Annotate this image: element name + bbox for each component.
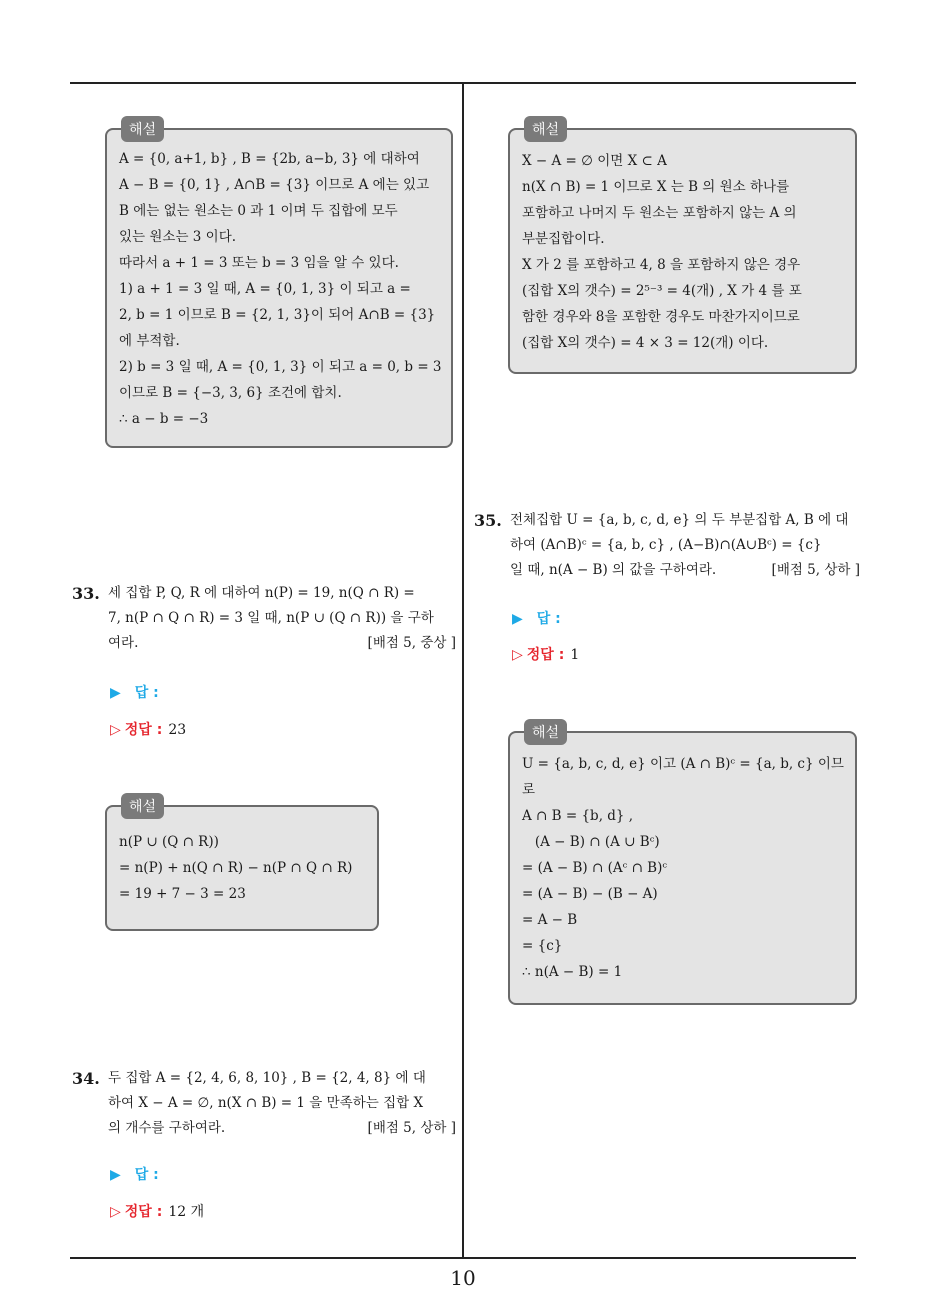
solution-box-34 (508, 122, 857, 374)
solution-line: (A − B) ∩ (A ∪ Bᶜ) (522, 834, 660, 850)
solution-line: 로 (522, 782, 536, 798)
answer-label: 답 : (134, 1167, 159, 1183)
answer-arrow-icon: ▶ (512, 611, 523, 627)
question-line: 세 집합 P, Q, R 에 대하여 n(P) = 19, n(Q ∩ R) = (108, 585, 415, 601)
solution-line: n(P ∪ (Q ∩ R)) (119, 834, 219, 850)
correct-label: 정답 : (526, 647, 565, 663)
solution-line: 에 부적합. (119, 333, 180, 349)
answer-arrow-icon: ▶ (110, 685, 121, 701)
solution-line: = (A − B) − (B − A) (522, 886, 658, 902)
solution-line: = 19 + 7 − 3 = 23 (119, 886, 246, 902)
solution-line: A = {0, a+1, b} , B = {2b, a−b, 3} 에 대하여 (119, 151, 420, 167)
column-divider (462, 83, 464, 1259)
answer-label: 답 : (536, 611, 561, 627)
solution-line: 이므로 B = {−3, 3, 6} 조건에 합치. (119, 385, 342, 401)
question-line: 두 집합 A = {2, 4, 6, 8, 10} , B = {2, 4, 8} 에 대 (108, 1070, 426, 1086)
question-line: 7, n(P ∩ Q ∩ R) = 3 일 때, n(P ∪ (Q ∩ R)) 을 구하 (108, 610, 434, 626)
question-35 (474, 508, 860, 583)
solution-box-35 (508, 725, 857, 1005)
solution-line: ∴ n(A − B) = 1 (522, 964, 623, 980)
answer-arrow-icon: ▶ (110, 1167, 121, 1183)
question-34 (72, 1066, 456, 1141)
solution-line: n(X ∩ B) = 1 이므로 X 는 B 의 원소 하나를 (522, 179, 790, 195)
solution-tag: 해설 (121, 116, 164, 142)
solution-line: = {c} (522, 938, 563, 954)
solution-line: = n(P) + n(Q ∩ R) − n(P ∩ Q ∩ R) (119, 860, 353, 876)
solution-line: U = {a, b, c, d, e} 이고 (A ∩ B)ᶜ = {a, b, c} 이므 (522, 756, 844, 772)
score-meta: [배점 5, 상하 ] (771, 562, 860, 578)
correct-label: 정답 : (124, 722, 163, 738)
solution-line: ∴ a − b = −3 (119, 411, 209, 427)
solution-line: A ∩ B = {b, d} , (522, 808, 634, 824)
solution-line: = A − B (522, 912, 578, 928)
correct-arrow-icon: ▷ (512, 647, 523, 663)
answer-row-33 (110, 682, 159, 702)
correct-answer: 23 (168, 722, 187, 738)
question-number: 33. (72, 584, 100, 603)
solution-line: 있는 원소는 3 이다. (119, 229, 237, 245)
answer-row-34 (110, 1164, 159, 1184)
solution-line: 함한 경우와 8을 포함한 경우도 마찬가지이므로 (522, 309, 800, 325)
solution-box-32 (105, 122, 453, 448)
page-number: 10 (450, 1266, 476, 1290)
solution-line: B 에는 없는 원소는 0 과 1 이며 두 집합에 모두 (119, 203, 398, 219)
question-line: 하여 (A∩B)ᶜ = {a, b, c} , (A−B)∩(A∪Bᶜ) = {c} (510, 537, 822, 553)
correct-label: 정답 : (124, 1204, 163, 1220)
solution-line: (집합 X의 갯수) = 2⁵⁻³ = 4(개) , X 가 4 를 포 (522, 283, 802, 299)
page-bottom-rule (70, 1257, 856, 1259)
question-line: 하여 X − A = ∅, n(X ∩ B) = 1 을 만족하는 집합 X (108, 1095, 424, 1111)
solution-tag: 해설 (121, 793, 164, 819)
solution-line: A − B = {0, 1} , A∩B = {3} 이므로 A 에는 있고 (119, 177, 430, 193)
correct-row-33 (110, 719, 186, 739)
solution-line: = (A − B) ∩ (Aᶜ ∩ B)ᶜ (522, 860, 668, 876)
question-number: 35. (474, 511, 502, 530)
solution-tag: 해설 (524, 116, 567, 142)
solution-line: 2, b = 1 이므로 B = {2, 1, 3}이 되어 A∩B = {3} (119, 307, 436, 323)
question-line: 일 때, n(A − B) 의 값을 구하여라. (510, 562, 717, 578)
solution-line: X 가 2 를 포함하고 4, 8 을 포함하지 않은 경우 (522, 257, 801, 273)
correct-row-34 (110, 1201, 204, 1221)
question-line: 여라. (108, 635, 139, 651)
solution-box-33 (105, 799, 379, 931)
correct-answer: 1 (570, 647, 580, 663)
question-33 (72, 581, 456, 656)
solution-line: 따라서 a + 1 = 3 또는 b = 3 임을 알 수 있다. (119, 255, 399, 271)
solution-line: X − A = ∅ 이면 X ⊂ A (522, 153, 667, 169)
correct-answer: 12 개 (168, 1204, 205, 1220)
solution-line: 부분집합이다. (522, 231, 605, 247)
correct-row-35 (512, 644, 579, 664)
answer-row-35 (512, 608, 561, 628)
question-line: 의 개수를 구하여라. (108, 1120, 226, 1136)
solution-line: (집합 X의 갯수) = 4 × 3 = 12(개) 이다. (522, 335, 769, 351)
solution-line: 포함하고 나머지 두 원소는 포함하지 않는 A 의 (522, 205, 797, 221)
correct-arrow-icon: ▷ (110, 1204, 121, 1220)
score-meta: [배점 5, 상하 ] (367, 1120, 456, 1136)
solution-line: 1) a + 1 = 3 일 때, A = {0, 1, 3} 이 되고 a = (119, 281, 411, 297)
solution-line: 2) b = 3 일 때, A = {0, 1, 3} 이 되고 a = 0, b = 3 (119, 359, 442, 375)
correct-arrow-icon: ▷ (110, 722, 121, 738)
question-number: 34. (72, 1069, 100, 1088)
answer-label: 답 : (134, 685, 159, 701)
solution-tag: 해설 (524, 719, 567, 745)
score-meta: [배점 5, 중상 ] (367, 635, 456, 651)
question-line: 전체집합 U = {a, b, c, d, e} 의 두 부분집합 A, B 에 대 (510, 512, 849, 528)
